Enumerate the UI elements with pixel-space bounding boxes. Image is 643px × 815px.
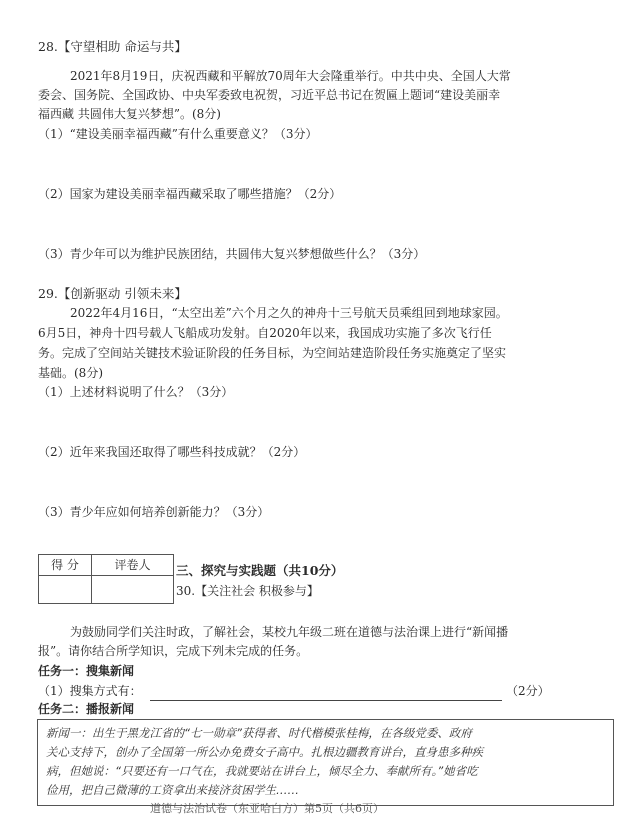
news-line: 病，但她说：“只要还有一口气在，我就要站在讲台上，倾尽全力、奉献所有。”她省吃 [46, 764, 478, 778]
q28-subquestion-2: （2）国家为建设美丽幸福西藏采取了哪些措施？（2分） [38, 187, 342, 201]
q29-subquestion-3: （3）青少年应如何培养创新能力？（3分） [38, 505, 270, 519]
section3-heading: 三、探究与实践题（共10分） [176, 563, 344, 578]
q30-title: 30.【关注社会 积极参与】 [176, 584, 319, 598]
q28-subquestion-1: （1）“建设美丽幸福西藏”有什么重要意义？（3分） [38, 127, 318, 141]
news-box [37, 719, 614, 806]
q28-para-line: 委会、国务院、全国政协、中央军委致电祝贺，习近平总书记在贺匾上题词“建设美丽幸 [38, 88, 501, 102]
answer-blank-line [150, 700, 502, 701]
q29-para-line: 务。完成了空间站关键技术验证阶段的任务目标，为空间站建造阶段任务实施奠定了坚实 [38, 346, 507, 360]
news-line: 俭用，把自己微薄的工资拿出来接济贫困学生…… [46, 783, 299, 797]
q29-subquestion-2: （2）近年来我国还取得了哪些科技成就？（2分） [38, 445, 306, 459]
q29-subquestion-1: （1）上述材料说明了什么？（3分） [38, 385, 234, 399]
task1-score: （2分） [506, 684, 550, 698]
q29-para-line: 6月5日，神舟十四号载人飞船成功发射。自2020年以来，我国成功实施了多次飞行任 [38, 326, 492, 340]
task1-question: （1）搜集方式有： [38, 684, 142, 698]
news-line: 关心支持下，创办了全国第一所公办免费女子高中。扎根边疆教育讲台，直身患多种疾 [46, 745, 483, 759]
page-footer: 道德与法治试卷（东亚哈白方）第5页（共6页） [150, 802, 384, 815]
q29-title: 29.【创新驱动 引领未来】 [38, 286, 187, 301]
q28-title: 28.【守望相助 命运与共】 [38, 39, 187, 54]
score-header: 得 分 [51, 558, 79, 572]
q28-para-line: 2021年8月19日，庆祝西藏和平解放70周年大会隆重举行。中共中央、全国人大常 [70, 69, 511, 83]
task2-heading: 任务二：播报新闻 [38, 702, 135, 716]
score-table [38, 554, 174, 604]
table-divider [91, 555, 92, 603]
q29-para-line: 基础。(8分) [38, 366, 103, 380]
q30-intro-line: 为鼓励同学们关注时政，了解社会，某校九年级二班在道德与法治课上进行“新闻播 [70, 625, 509, 639]
q30-intro-line: 报”。请你结合所学知识，完成下列未完成的任务。 [38, 644, 309, 658]
grader-header: 评卷人 [114, 558, 151, 572]
task1-heading: 任务一：搜集新闻 [38, 664, 135, 678]
q28-para-line: 福西藏 共圆伟大复兴梦想”。(8分) [38, 107, 221, 121]
table-divider [39, 575, 173, 576]
news-line: 新闻一：出生于黑龙江省的“七一勋章”获得者、时代楷模张桂梅，在各级党委、政府 [46, 726, 472, 740]
q28-subquestion-3: （3）青少年可以为维护民族团结，共圆伟大复兴梦想做些什么？（3分） [38, 247, 426, 261]
q29-para-line: 2022年4月16日，“太空出差”六个月之久的神舟十三号航天员乘组回到地球家园。 [70, 306, 508, 320]
